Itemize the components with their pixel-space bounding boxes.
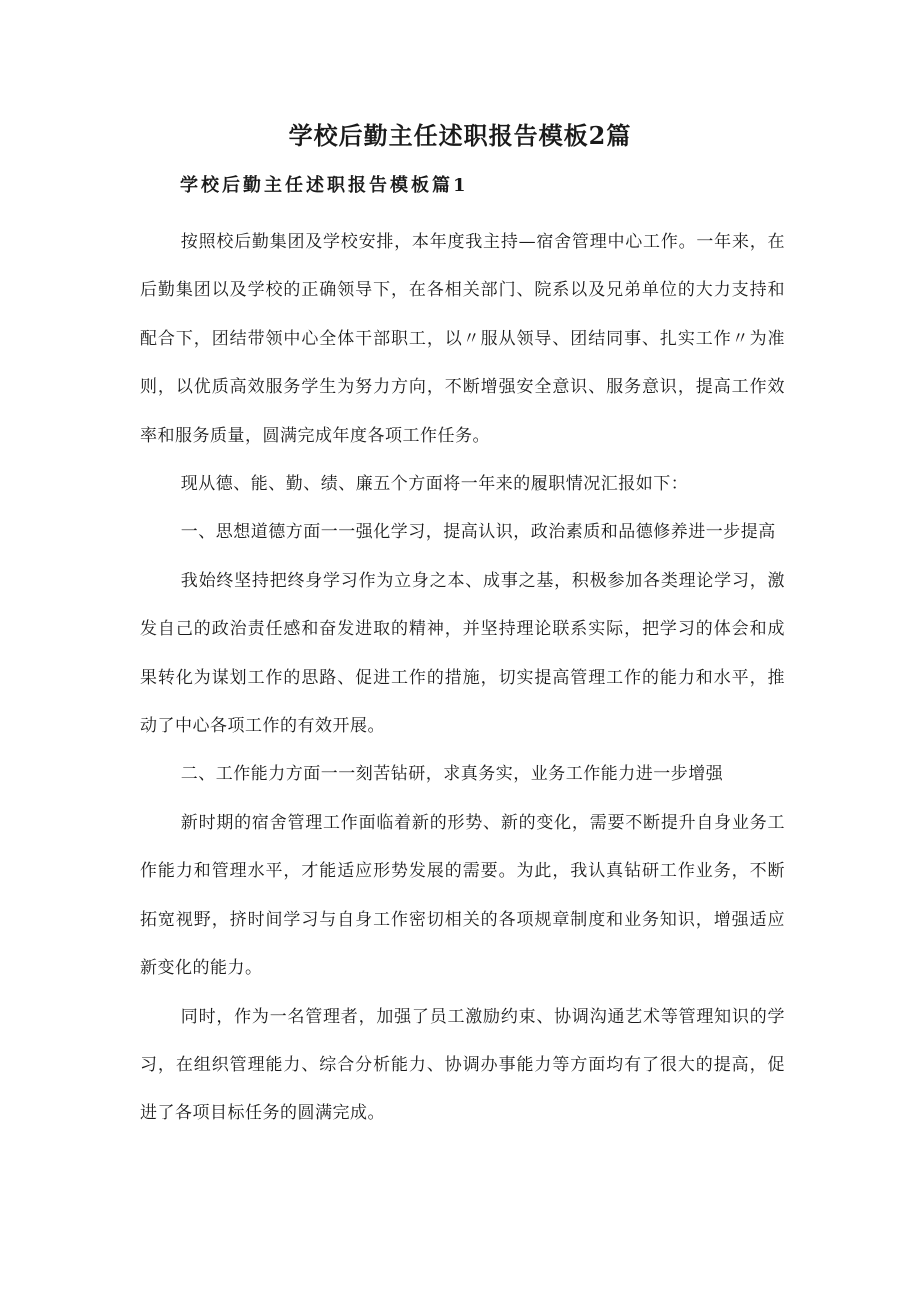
document-body: [140, 218, 785, 1138]
paragraph: 按照校后勤集团及学校安排，本年度我主持—宿舍管理中心工作。一年来，在后勤集团以及学校的正确领导下，在各相关部门、院系以及兄弟单位的大力支持和配合下，团结带领中心全体干部职工，以〃服从领导、团结同事、扎实工作〃为准则，以优质高效服务学生为努力方向，不断增强安全意识、服务意识，提高工作效率和服务质量，圆满完成年度各项工作任务。: [140, 232, 785, 446]
document-title: 学校后勤主任述职报告模板2篇: [288, 121, 632, 150]
paragraph: 我始终坚持把终身学习作为立身之本、成事之基，积极参加各类理论学习，激发自己的政治责任感和奋发进取的精神，并坚持理论联系实际，把学习的体会和成果转化为谋划工作的思路、促进工作的措施，切实提高管理工作的能力和水平，推动了中心各项工作的有效开展。: [140, 570, 785, 737]
section-heading: 二、工作能力方面一一刻苦钻研，求真务实，业务工作能力进一步增强: [180, 764, 724, 785]
section-subtitle: 学校后勤主任述职报告模板篇1: [180, 175, 469, 196]
paragraph: 新时期的宿舍管理工作面临着新的形势、新的变化，需要不断提升自身业务工作能力和管理水平，才能适应形势发展的需要。为此，我认真钻研工作业务，不断拓宽视野，挤时间学习与自身工作密切相关的各项规章制度和业务知识，增强适应新变化的能力。: [140, 812, 785, 979]
section-heading: 一、思想道德方面一一强化学习，提高认识，政治素质和品德修养进一步提高: [180, 522, 776, 543]
paragraph: 现从德、能、勤、绩、廉五个方面将一年来的履职情况汇报如下：: [180, 474, 689, 495]
paragraph: 同时，作为一名管理者，加强了员工激励约束、协调沟通艺术等管理知识的学习，在组织管理能力、综合分析能力、协调办事能力等方面均有了很大的提高，促进了各项目标任务的圆满完成。: [140, 1006, 785, 1124]
